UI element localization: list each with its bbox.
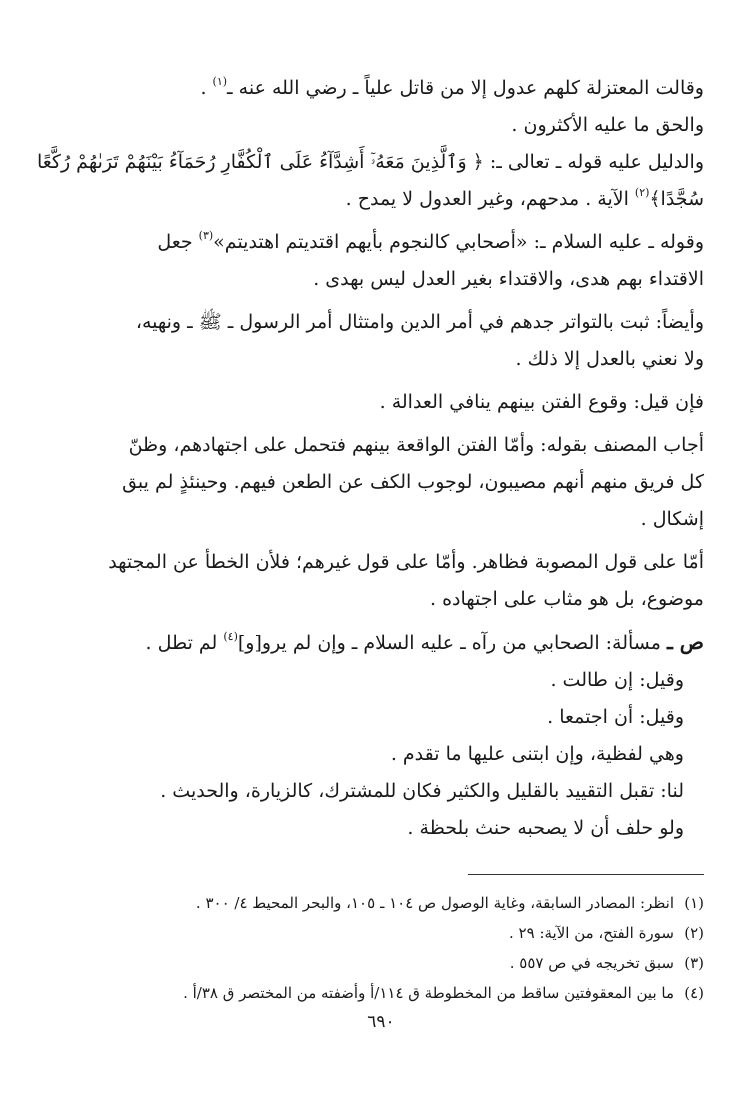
footnote-item [58,948,704,978]
paragraph-tawatur [58,304,704,378]
footnote-ref: (٢) [634,186,650,199]
footnote-item [58,978,704,1008]
paragraph-answer [58,427,704,538]
text-line [58,384,704,421]
book-page [36,70,704,1050]
footnote-ref: (٣) [198,229,214,242]
footnote-text: انظر: المصادر السابقة، وغاية الوصول ص ١٠٤ ـ ١٠٥، والبحر المحيط ٤/ ٣٠٠ . [195,894,674,912]
line-text: أمّا على قول المصوبة فظاهر. وأمّا على قول غيرهم؛ فلأن الخطأ عن المجتهد [108,551,704,573]
text-line [58,544,704,581]
paragraph-objection [58,384,704,421]
text-line [58,261,704,298]
text-line [58,624,704,662]
text-line [58,501,704,538]
line-text: لنا: تقبل التقييد بالقليل والكثير فكان للمشترك، كالزيارة، والحديث . [160,780,684,802]
text-line [58,70,704,107]
line-text: كل فريق منهم أنهم مصيبون، لوجوب الكف عن الطعن فيهم. وحينئذٍ لم يبق [122,471,704,493]
line-text: . [200,77,213,99]
line-text: وقالت المعتزلة كلهم عدول إلا من قاتل علياً ـ رضي الله عنه ـ [227,77,704,99]
line-text: الاقتداء بهم هدى، والاقتداء بغير العدل ليس بهدى . [313,268,704,290]
text-line [58,773,704,810]
line-text: الآية . مدحهم، وغير العدول لا يمدح . [345,188,635,210]
line-text: ولا نعني بالعدل إلا ذلك . [515,348,704,370]
footnote-text: سورة الفتح، من الآية: ٢٩ . [509,924,674,942]
footnote-divider [468,874,704,875]
line-text: والدليل عليه قوله ـ تعالى ـ: ﴿ وَٱلَّذِينَ مَعَهُۥٓ أَشِدَّآءُ عَلَى ٱلْكُفَّارِ رُحَمَآءُ بَيْنَهُمْ تَرَىٰهُمْ رُكَّعًا [36,151,704,173]
sad-marker: ص ـ [666,630,704,654]
line-text: والحق ما عليه الأكثرون . [511,114,704,136]
paragraph-musawwiba [58,544,704,618]
line-text: مسألة: الصحابي من رآه ـ عليه السلام ـ وإن لم يرو[و] [237,632,667,654]
line-text: وقيل: إن طالت . [550,669,684,691]
line-text: وهي لفظية، وإن ابتنى عليها ما تقدم . [390,743,684,765]
text-line [58,341,704,378]
footnote-ref: (٤) [223,630,238,643]
line-text: فإن قيل: وقوع الفتن بينهم ينافي العدالة . [379,391,704,413]
text-line [58,464,704,501]
footnote-item [58,918,704,948]
line-text: ولو حلف أن لا يصحبه حنث بلحظة . [407,817,684,839]
paragraph-issue-sahabi [58,624,704,847]
text-line [58,181,704,218]
line-text: موضوع، بل هو مثاب على اجتهاده . [430,588,704,610]
text-line [58,224,704,261]
footnote-number: (٤) [684,984,704,1002]
text-line [58,810,704,847]
line-text: وقيل: أن اجتمعا . [547,706,684,728]
text-line [58,662,704,699]
line-text: وقوله ـ عليه السلام ـ: «أصحابي كالنجوم بأيهم اقتديتم اهتديتم» [213,231,704,253]
paragraph-hadith [58,224,704,298]
line-text: جعل [157,231,199,253]
footnote-item [58,888,704,918]
footnote-ref: (١) [212,75,228,88]
footnote-text: ما بين المعقوفتين ساقط من المخطوطة ق ١١٤/أ وأضفته من المختصر ق ٣٨/أ . [183,984,674,1002]
paragraph-mutazila [58,70,704,144]
page-number: ٦٩٠ [367,1012,395,1032]
footnotes [58,888,704,1008]
line-text: إشكال . [640,508,704,530]
footnote-number: (١) [684,894,704,912]
line-text: أجاب المصنف بقوله: وأمّا الفتن الواقعة بينهم فتحمل على اجتهادهم، وظنّ [128,434,704,456]
text-line [58,427,704,464]
text-line [58,107,704,144]
line-text: لم تطل . [145,632,224,654]
text-line [58,304,704,341]
line-text: وأيضاً: ثبت بالتواتر جدهم في أمر الدين وامتثال أمر الرسول ـ ﷺ ـ ونهيه، [135,311,704,333]
paragraph-evidence-quran [36,144,704,218]
footnote-text: سبق تخريجه في ص ٥٥٧ . [509,954,674,972]
text-line [58,736,704,773]
text-line [58,581,704,618]
footnote-number: (٢) [684,924,704,942]
text-line [36,144,704,181]
text-line [58,699,704,736]
footnote-number: (٣) [684,954,704,972]
line-text: سُجَّدًا﴾ [649,188,704,210]
